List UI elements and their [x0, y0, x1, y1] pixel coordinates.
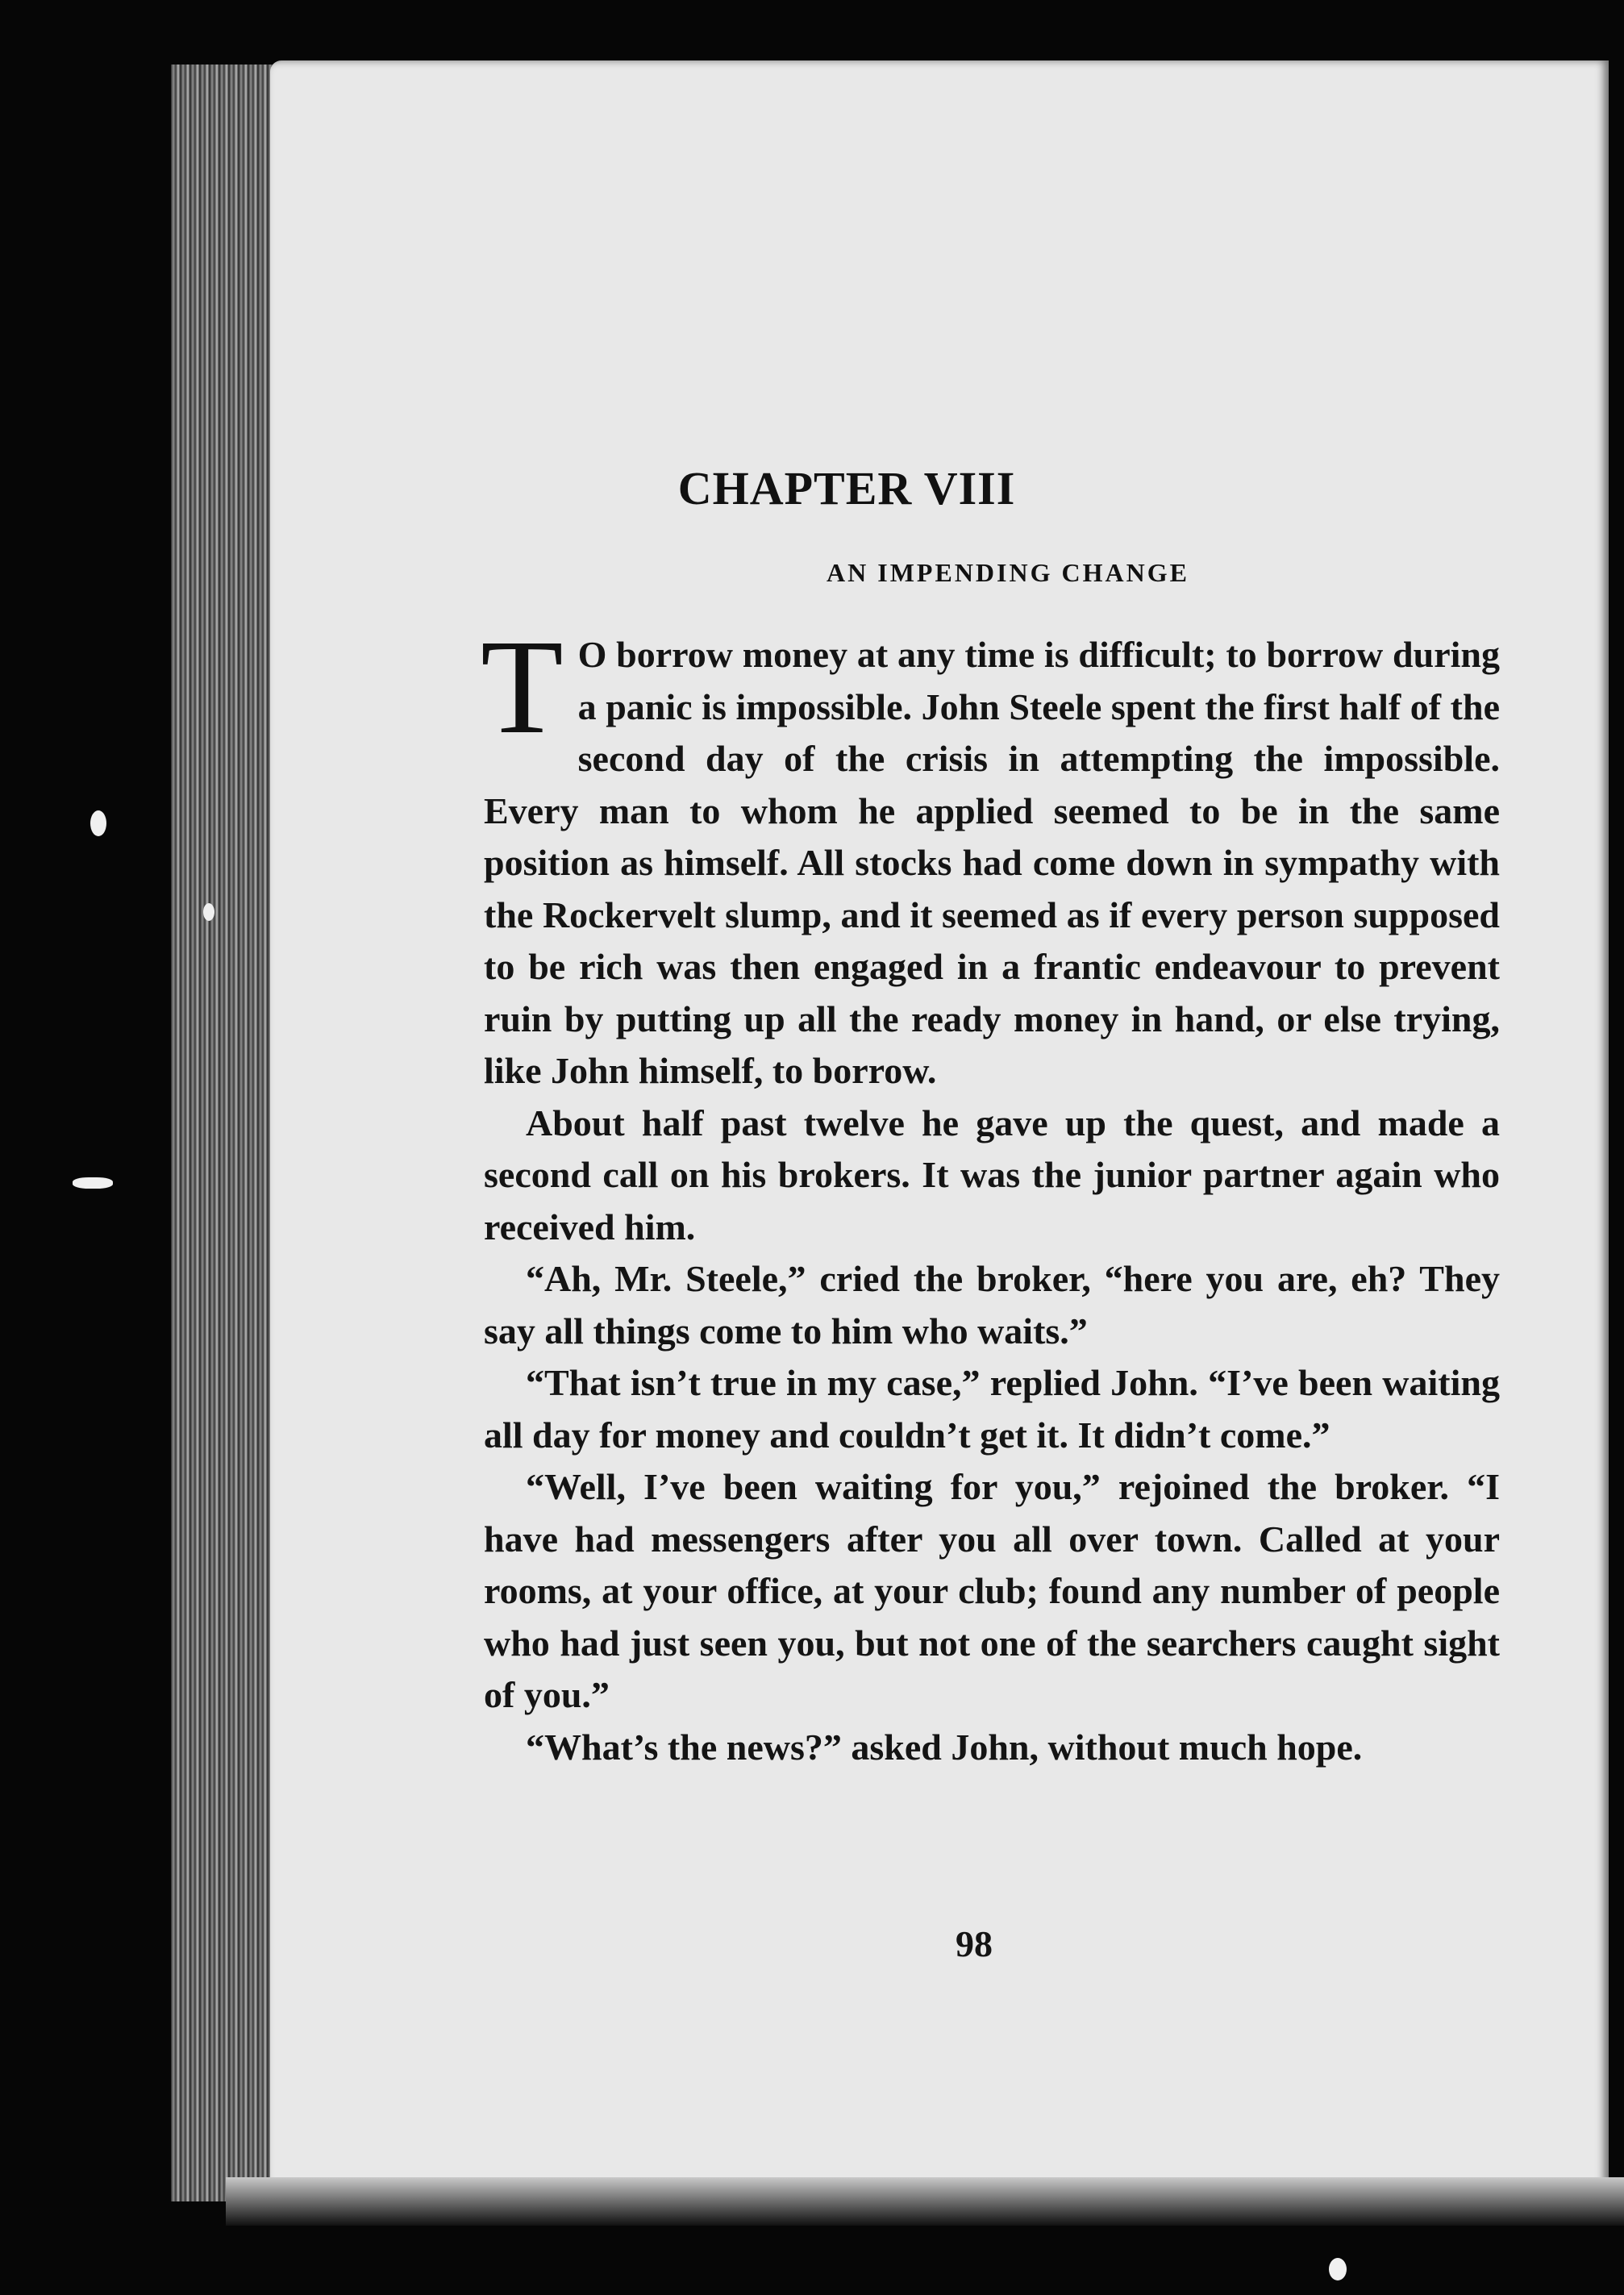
- paragraph: “That isn’t true in my case,” replied John. “I’ve been waiting all day for money and couldn’t get it. It didn’t come.”: [484, 1362, 1500, 1456]
- page-number: 98: [956, 1923, 993, 1964]
- scan-speck: [73, 1177, 113, 1189]
- chapter-subtitle: AN IMPENDING CHANGE: [827, 558, 1189, 587]
- scan-speck: [90, 810, 106, 836]
- paragraph-text: O borrow money at any time is difficult; to borrow during a panic is impossible. John Steele spent the first half of the second day of the crisis in attempting the impossible. Every man to whom he applied seemed to be in the same position as himself. All stocks had come down in sympathy with the Rockervelt slump, and it seemed as if every person supposed to be rich was then engaged in a frantic endeavour to prevent ruin by putting up all the ready money in hand, or else trying, like John himself, to borrow.: [484, 634, 1500, 1091]
- chapter-title: CHAPTER VIII: [677, 462, 1016, 514]
- paragraph: About half past twelve he gave up the quest, and made a second call on his brokers. It was the junior partner again who received him.: [484, 1102, 1500, 1247]
- paragraph: “What’s the news?” asked John, without much hope.: [526, 1726, 1363, 1768]
- chapter-body: [481, 612, 1500, 1773]
- paragraph: “Ah, Mr. Steele,” cried the broker, “here you are, eh? They say all things come to him who waits.”: [484, 1258, 1500, 1352]
- scan-speck: [203, 903, 214, 921]
- page-bottom-shadow: [226, 2177, 1624, 2226]
- paragraph: “Well, I’ve been waiting for you,” rejoined the broker. “I have had messengers after you all over town. Called at your rooms, at your office, at your club; found any number of people who had just seen you, but not one of the searchers caught sight of you.”: [484, 1466, 1500, 1715]
- paragraph: [481, 612, 1500, 1098]
- drop-cap: T: [481, 612, 564, 762]
- scan-speck: [1329, 2258, 1347, 2280]
